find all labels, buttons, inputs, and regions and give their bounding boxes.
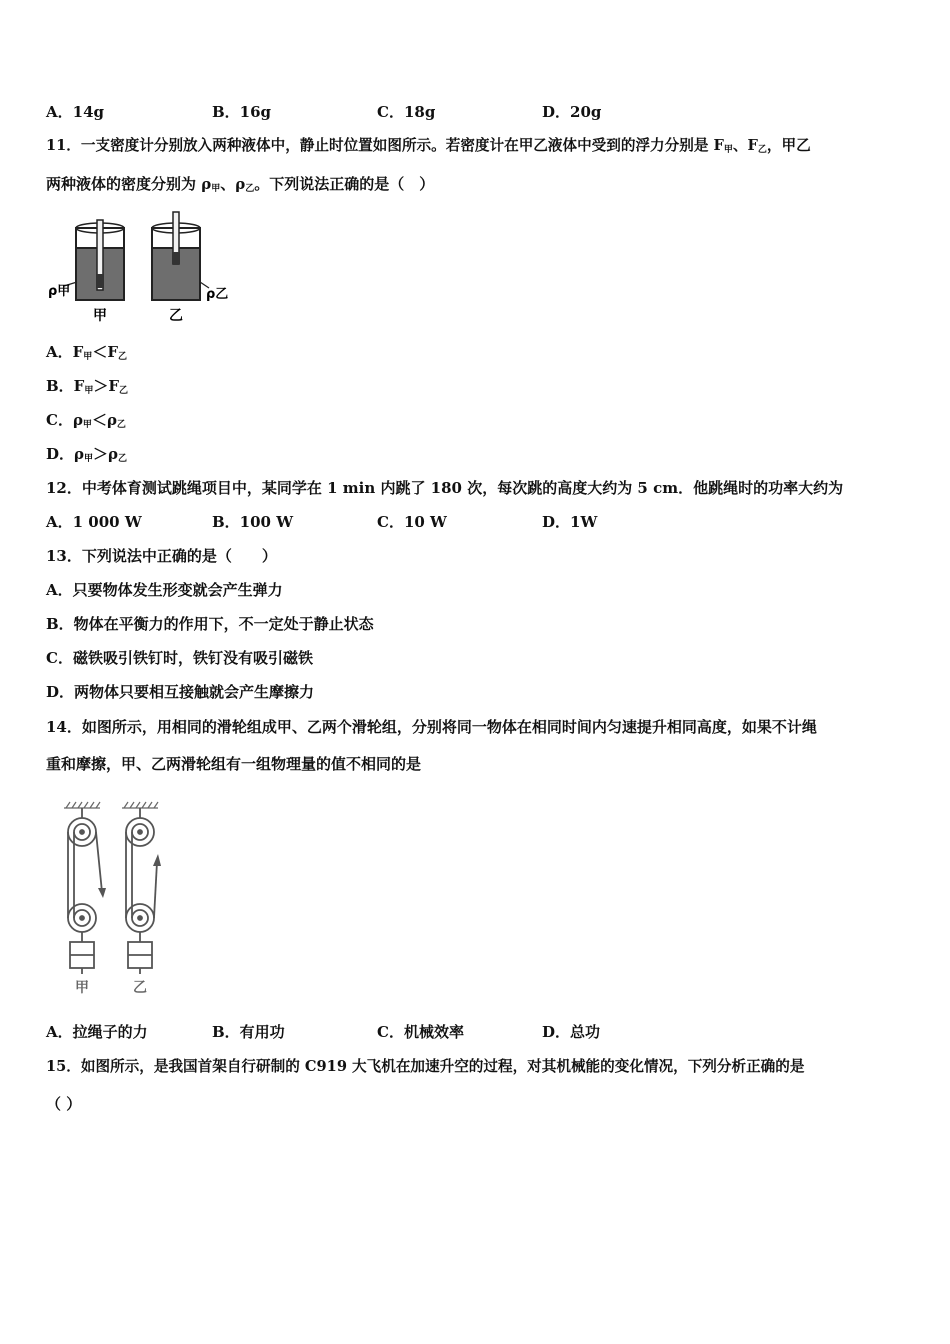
q12-option-a: A．1 000 W (46, 513, 142, 531)
caption-yi: 乙 (169, 308, 183, 324)
q11-option-d: D．$\rho_甲>\rho_乙$ (46, 445, 127, 464)
q14-option-d: D．总功 (542, 1023, 601, 1041)
beaker-jia (76, 220, 124, 300)
q11-question-line1: 11．一支密度计分别放入两种液体中，静止时位置如图所示。若密度计在甲乙液体中受到的浮力分别是 $F_甲$、$F_乙$，甲乙 (46, 137, 811, 155)
caption-jia: 甲 (93, 308, 107, 324)
label-rho-jia: ρ甲 (48, 284, 71, 299)
q14-option-c: C．机械效率 (377, 1023, 464, 1041)
q10-option-a: A．14g (46, 103, 105, 121)
q13-option-b: B．物体在平衡力的作用下，不一定处于静止状态 (46, 615, 374, 633)
q10-option-d: D．20g (542, 103, 602, 121)
q10-option-c: C．18g (377, 103, 436, 121)
q15-question-line1: 15．如图所示，是我国首架自行研制的 C919 大飞机在加速升空的过程，对其机械能的变化情况，下列分析正确的是 (46, 1058, 805, 1075)
q13-option-d: D．两物体只要相互接触就会产生摩擦力 (46, 683, 315, 701)
q12-option-c: C．10 W (377, 513, 447, 531)
pulley-figure (60, 800, 180, 998)
hydrometer-figure (46, 208, 236, 326)
q11-option-c: C．$\rho_甲<\rho_乙$ (46, 411, 126, 430)
q14-option-b: B．有用功 (212, 1023, 285, 1041)
beaker-yi (152, 212, 200, 300)
caption-yi: 乙 (133, 980, 147, 996)
label-rho-yi: ρ乙 (206, 287, 229, 302)
pulley-set-jia (68, 808, 102, 974)
q13-option-a: A．只要物体发生形变就会产生弹力 (46, 581, 283, 599)
arrow-down-icon (98, 888, 106, 898)
q15-question-line2: （ ） (46, 1095, 82, 1113)
pulley-set-yi (126, 808, 157, 974)
q10-option-b: B．16g (212, 103, 272, 121)
caption-jia: 甲 (75, 980, 89, 996)
q12-option-d: D．1W (542, 513, 598, 531)
q14-question-line1: 14．如图所示，用相同的滑轮组成甲、乙两个滑轮组，分别将同一物体在相同时间内匀速提升相同高度，如果不计绳 (46, 718, 817, 736)
q14-option-a: A．拉绳子的力 (46, 1023, 148, 1041)
q14-question-line2: 重和摩擦，甲、乙两滑轮组有一组物理量的值不相同的是 (46, 755, 422, 773)
q12-question: 12．中考体育测试跳绳项目中，某同学在 1 min 内跳了 180 次，每次跳的高度大约为 5 cm．他跳绳时的功率大约为 (46, 479, 844, 497)
q11-option-a: A．$F_甲<F_乙$ (46, 343, 127, 362)
q11-option-b: B．$F_甲>F_乙$ (46, 377, 129, 396)
ceiling-hatch (64, 802, 158, 808)
q11-question-line2: 两种液体的密度分别为 $\rho_甲$、$\rho_乙$。下列说法正确的是（ ） (46, 175, 435, 194)
q13-option-c: C．磁铁吸引铁钉时，铁钉没有吸引磁铁 (46, 649, 313, 667)
q13-question: 13．下列说法中正确的是（ ） (46, 547, 277, 565)
q12-option-b: B．100 W (212, 513, 294, 531)
arrow-up-icon (153, 854, 161, 866)
